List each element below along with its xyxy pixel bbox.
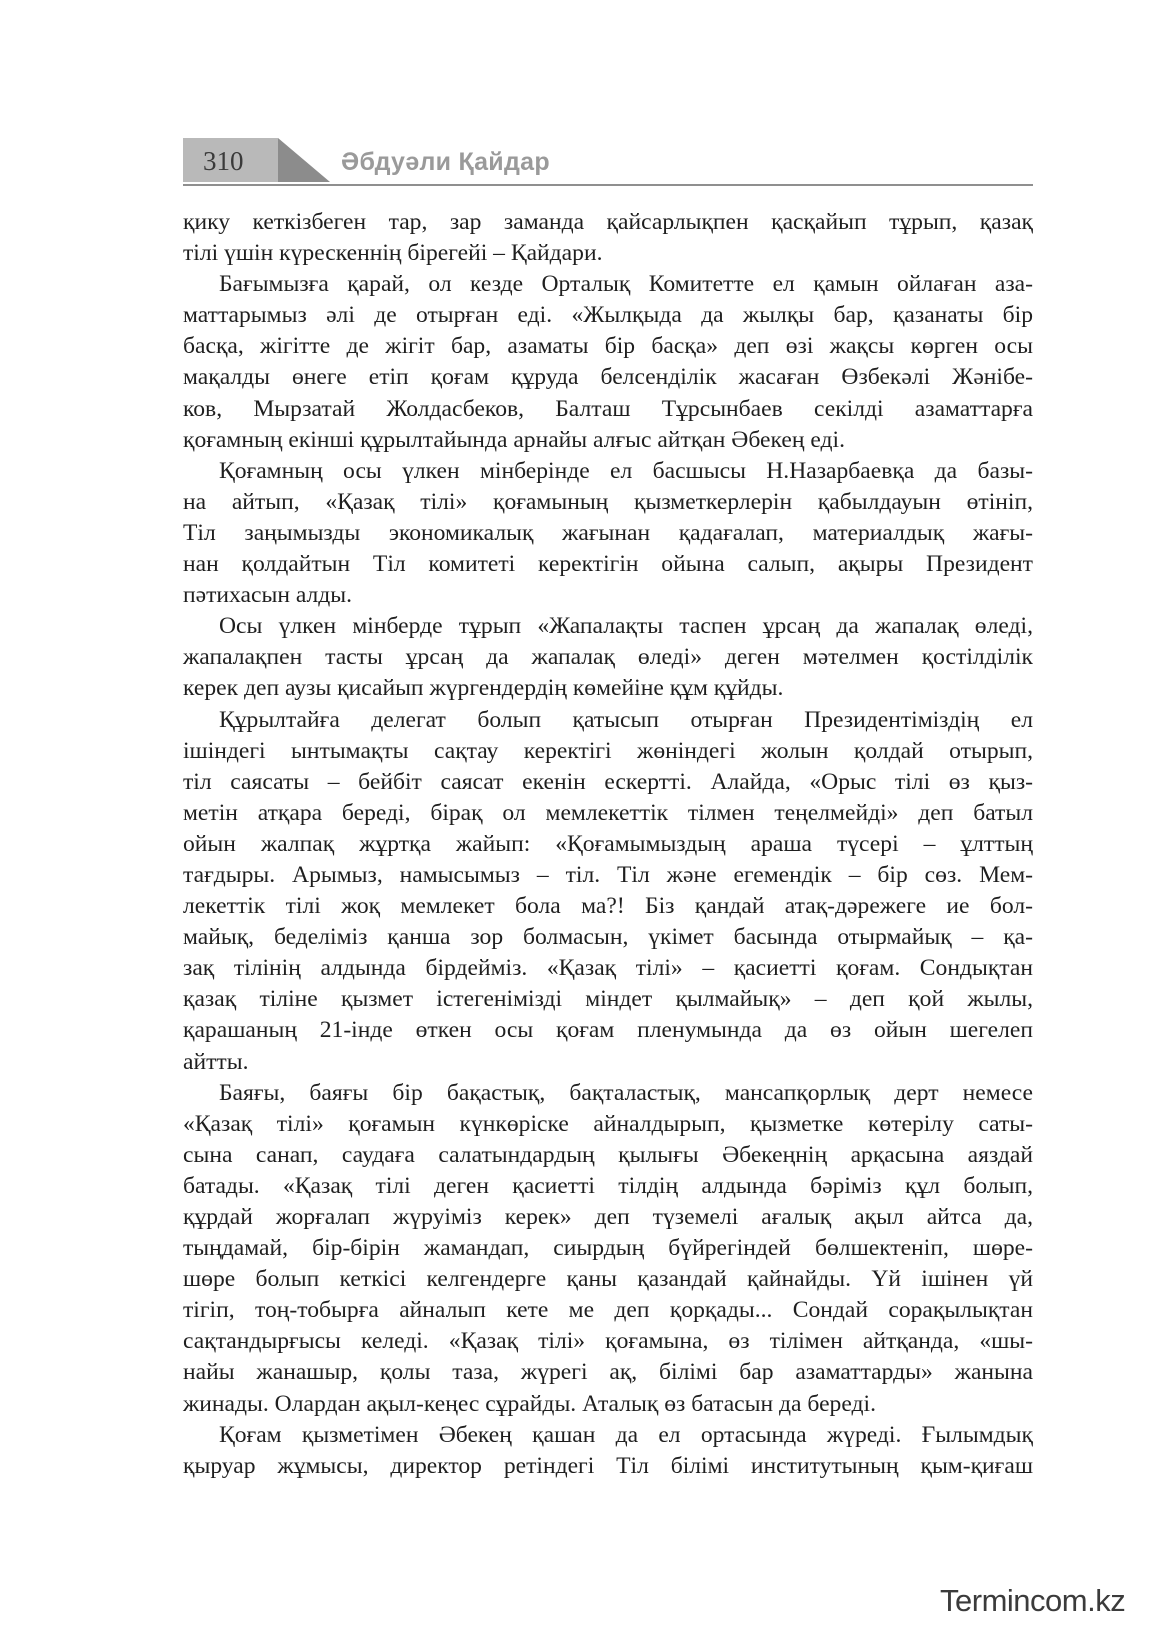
text-line: Баяғы, баяғы бір бақастық, бақталастық, мансапқорлық дерт немесе (219, 1079, 1033, 1106)
text-line: жапалақпен тасты ұрсаң да жапалақ өледі» деген мәтелмен қостілділік (183, 644, 1033, 671)
paragraph (183, 611, 1033, 704)
header-rule (183, 184, 1033, 186)
text-line: на айтып, «Қазақ тілі» қоғамының қызметкерлерін қабылдауын өтініп, (183, 488, 1033, 515)
text-line: сақтандырғысы келеді. «Қазақ тілі» қоғамына, өз тілімен айтқанда, «шы- (183, 1328, 1033, 1355)
text-line: құрдай жорғалап жүруіміз керек» деп түземелі ағалық ақыл айтса да, (183, 1204, 1033, 1230)
text-line: мақалды өнеге етіп қоғам құруда белсенділік жасаған Өзбекәлі Жәнібе- (183, 364, 1033, 391)
text-line: Бағымызға қарай, ол кезде Орталық Комитетте ел қамын ойлаған аза- (219, 271, 1033, 298)
text-line: қоғамның екінші құрылтайында арнайы алғыс айтқан Әбекең еді. (183, 426, 845, 453)
text-line: зақ тілінің алдында бірдейміз. «Қазақ тілі» – қасиетті қоғам. Сондықтан (183, 955, 1033, 982)
text-line: тағдыры. Арымыз, намысымыз – тіл. Тіл және егемендік – бір сөз. Мем- (183, 861, 1033, 888)
body-text (183, 207, 1033, 1482)
paragraph (183, 207, 1033, 269)
paragraph (183, 269, 1033, 456)
text-line: тігіп, тоң-тобырға айналып кете ме деп қорқады... Сондай сорақылықтан (183, 1297, 1033, 1324)
paragraph (183, 705, 1033, 1078)
text-line: қарашаның 21-інде өткен осы қоғам пленумында да өз ойын шегелеп (183, 1017, 1033, 1044)
text-line: шөре болып кеткісі келгендерге қаны қазандай қайнайды. Үй ішінен үй (183, 1266, 1033, 1293)
text-line: қыруар жұмысы, директор ретіндегі Тіл білімі институтының қым-қиғаш (183, 1452, 1033, 1479)
text-line: ков, Мырзатай Жолдасбеков, Балташ Тұрсынбаев секілді азаматтарға (183, 395, 1033, 422)
text-line: маттарымыз әлі де отырған еді. «Жылқыда да жылқы бар, қазанаты бір (183, 302, 1033, 329)
text-line: батады. «Қазақ тілі деген қасиетті тілдің алдында бәріміз құл болып, (183, 1172, 1033, 1199)
text-line: керек деп аузы қисайып жүргендердің көмейіне құм құйды. (183, 675, 784, 702)
text-line: лекеттік тілі жоқ мемлекет бола ма?! Біз қандай атақ-дәрежеге ие бол- (183, 893, 1033, 920)
watermark: Termincom.kz (940, 1583, 1126, 1618)
text-line: ішіндегі ынтымақты сақтау керектігі жөніндегі жолын қолдай отырып, (183, 737, 1033, 764)
text-line: Қоғам қызметімен Әбекең қашан да ел ортасында жүреді. Ғылымдық (219, 1421, 1033, 1448)
text-line: «Қазақ тілі» қоғамын күнкөріске айналдырып, қызметке көтерілу саты- (183, 1110, 1033, 1137)
text-line: басқа, жігітте де жігіт бар, азаматы бір басқа» деп өзі жақсы көрген осы (183, 333, 1033, 360)
paragraph (183, 456, 1033, 611)
text-line: тілі үшін күрескеннің бірегейі – Қайдари. (183, 240, 603, 267)
text-line: Осы үлкен мінберде тұрып «Жапалақты таспен ұрсаң да жапалақ өледі, (219, 613, 1033, 640)
running-head-author: Әбдуәли Қайдар (341, 148, 550, 176)
text-line: қику кеткізбеген тар, зар заманда қайсарлықпен қасқайып тұрып, қазақ (183, 209, 1033, 235)
text-line: тыңдамай, бір-бірін жамандап, сиырдың бүйрегіндей бөлшектеніп, шөре- (183, 1235, 1033, 1262)
text-line: ойын жалпақ жұртқа жайып: «Қоғамымыздың араша түсері – ұлттың (183, 830, 1033, 857)
text-line: сына санап, саудаға салатындардың қылығы Әбекеңнің арқасына аяздай (183, 1141, 1033, 1168)
text-line: метін атқара береді, бірақ ол мемлекеттік тілмен теңелмейді» деп батыл (183, 799, 1033, 826)
text-line: Тіл заңымызды экономикалық жағынан қадағалап, материалдық жағы- (183, 519, 1033, 546)
text-line: пәтихасын алды. (183, 582, 353, 609)
header-slant-shape (278, 138, 330, 182)
page-number: 310 (203, 146, 244, 176)
text-line: найы жанашыр, қолы таза, жүрегі ақ, білімі бар азаматтарды» жанына (183, 1359, 1033, 1386)
text-line: жинады. Олардан ақыл-кеңес сұрайды. Аталық өз батасын да береді. (183, 1390, 876, 1417)
text-line: тіл саясаты – бейбіт саясат екенін ескертті. Алайда, «Орыс тілі өз қыз- (183, 768, 1033, 795)
text-line: нан қолдайтын Тіл комитеті керектігін ойына салып, ақыры Президент (183, 551, 1033, 578)
text-line: Құрылтайға делегат болып қатысып отырған Президентіміздің ел (219, 706, 1033, 733)
paragraph (183, 1420, 1033, 1482)
text-line: айтты. (183, 1048, 249, 1075)
text-line: майық, беделіміз қанша зор болмасын, үкімет басында отырмайық – қа- (183, 924, 1033, 951)
text-line: қазақ тіліне қызмет істегенімізді міндет қылмайық» – деп қой жылы, (183, 986, 1033, 1013)
text-line: Қоғамның осы үлкен мінберінде ел басшысы Н.Назарбаевқа да базы- (219, 457, 1033, 484)
running-header (183, 138, 1033, 188)
paragraph (183, 1078, 1033, 1420)
